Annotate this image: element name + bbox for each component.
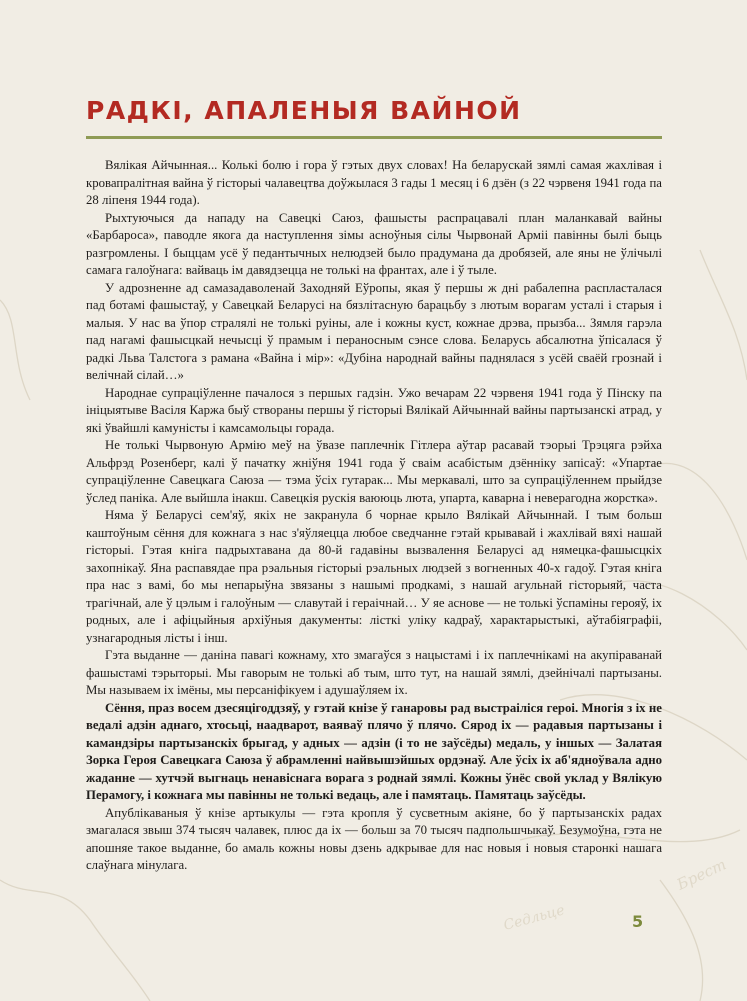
paragraph-7: Гэта выданне — даніна павагі кожнаму, хто змагаўся з нацыстамі і іх паплечнікамі на акупіраванай фашыстамі тэрыторыі. Мы гаворым не толькі аб тым, што тут, на нашай зямлі, дзейнічалі партызаны. Мы называем іх імёны, мы персаніфікуем і адушаўляем іх.	[86, 648, 662, 697]
title-underline	[86, 136, 662, 139]
paragraph-4: Народнае супраціўленне пачалося з першых гадзін. Ужо вечарам 22 чэрвеня 1941 года ў Пінску па ініцыятыве Васіля Каржа быў створаны першы ў гісторыі Вялікай Айчыннай вайны партызанскі атрад, у які ўвайшлі камуністы і камсамольцы горада.	[86, 385, 662, 435]
page-number: 5	[632, 912, 644, 931]
paragraph-2: Рыхтуючыся да нападу на Савецкі Саюз, фашысты распрацавалі план маланкавай вайны «Барбароса», паводле якога да наступлення зімы асноўныя сілы Чырвонай Арміі павінны былі быць разгромлены. І быццам усё ў педантычных нелюдзей было прадумана да дробязей, але яны не ўлічылі самага галоўнага: вайваць ім давядзецца не толькі на франтах, але і ў тыле.	[86, 210, 662, 277]
map-label-siedlce: Седльце	[501, 902, 567, 934]
map-label-brest: Брест	[674, 855, 729, 894]
paragraph-9: Апублікаваныя ў кнізе артыкулы — гэта кропля ў сусветным акіяне, бо ў партызанскіх радах змагалася звыш 374 тысяч чалавек, плюс да іх — больш за 70 тысяч падпольшчыкаў. Безумоўна, гэта не апошняе такое выданне, бо амаль кожны новы дзень адкрывае для нас новыя і новыя старонкі нашага слаўнага мінулага.	[86, 805, 662, 872]
paragraph-1: Вялікая Айчынная... Колькі болю і гора ў гэтых двух словах! На беларускай зямлі самая жахлівая і кровапралітная вайна ў гісторыі чалавецтва доўжылася 3 гады 1 месяц і 6 дзён (з 22 чэрвеня 1941 года па 28 ліпеня 1944 года).	[86, 158, 662, 207]
paragraph-6: Няма ў Беларусі сем'яў, якіх не закранула б чорнае крыло Вялікай Айчыннай. І тым больш каштоўным сёння для кожнага з нас з'яўляецца любое сведчанне гэтай крывавай і жахлівай вяхі нашай гісторыі. Гэтая кніга падрыхтавана да 80-й гадавіны вызвалення Беларусі ад нямецка-фашысцкіх захопнікаў. Яна распавядае пра рэальныя гісторыі рэальных людзей з вогненных 40-х гадоў. Гэтая кніга пра нас з вамі, бо мы непарыўна звязаны з нашымі продкамі, з нашай агульнай гісторыяй, часта трагічнай, але ў цэлым і галоўным — славутай і гераічнай… У яе аснове — не толькі ўспаміны герояў, іх родных, але і афіцыйныя архіўныя дакументы: лісткі уліку кадраў, характарыстыкі, аўтабіяграфіі, узнагародныя лісты і інш.	[86, 508, 662, 645]
paragraph-5: Не толькі Чырвоную Армію меў на ўвазе паплечнік Гітлера аўтар расавай тэорыі Трэцяга рэйха Альфрэд Розенберг, калі ў пачатку жніўня 1941 года ў сваім асабістым дзённіку запісаў: «Упартае супраціўленне Савецкага Саюза — тэма ўсіх гутарак... Мы меркавалі, што за супраціўленнем прыйдзе ўслед паніка. Але выйшла інакш. Савецкія рускія ваююць люта, упарта, каварна і неверагодна жорстка».	[86, 438, 662, 505]
article-body	[86, 157, 662, 875]
paragraph-8-bold: Сёння, праз восем дзесяцігоддзяў, у гэтай кнізе ў ганаровы рад выстраіліся героі. Многія з іх не ведалі адзін аднаго, хтосьці, наадварот, ваяваў плячо ў плячо. Сярод іх — радавыя партызаны і камандзіры партызанскіх брыгад, у адных — адзін (і то не заўсёды) медаль, у іншых — Залатая Зорка Героя Савецкага Саюза ў абрамленні найвышэйшых ордэнаў. Але ўсіх іх аб'ядноўвала адно жаданне — хутчэй выгнаць ненавіснага ворага з роднай зямлі. Кожны ўнёс свой уклад у Вялікую Перамогу, і кожнага мы павінны не толькі ведаць, але і памятаць. Памятаць заўсёды.	[86, 700, 662, 802]
paragraph-3: У адрозненне ад самазадаволенай Заходняй Еўропы, якая ў першы ж дні рабалепна распласталася пад ботамі фашыстаў, у Савецкай Беларусі на бязлітасную барацьбу з лютым ворагам усталі і старыя і малыя. У нас ва ўпор стралялі не толькі руіны, але і кожны куст, кожнае дрэва, прызба... Зямля гарэла пад нагамі фашысцкай нечысці ў прамым і пераносным сэнсе слова. Беларусь абсалютна ўпісалася ў радкі Льва Талстога з рамана «Вайна і мір»: «Дубіна народнай вайны паднялася з усёй сваёй грознай і велічнай сілай…»	[86, 280, 662, 382]
page-title: РАДКІ, АПАЛЕНЫЯ ВАЙНОЙ	[86, 96, 522, 125]
